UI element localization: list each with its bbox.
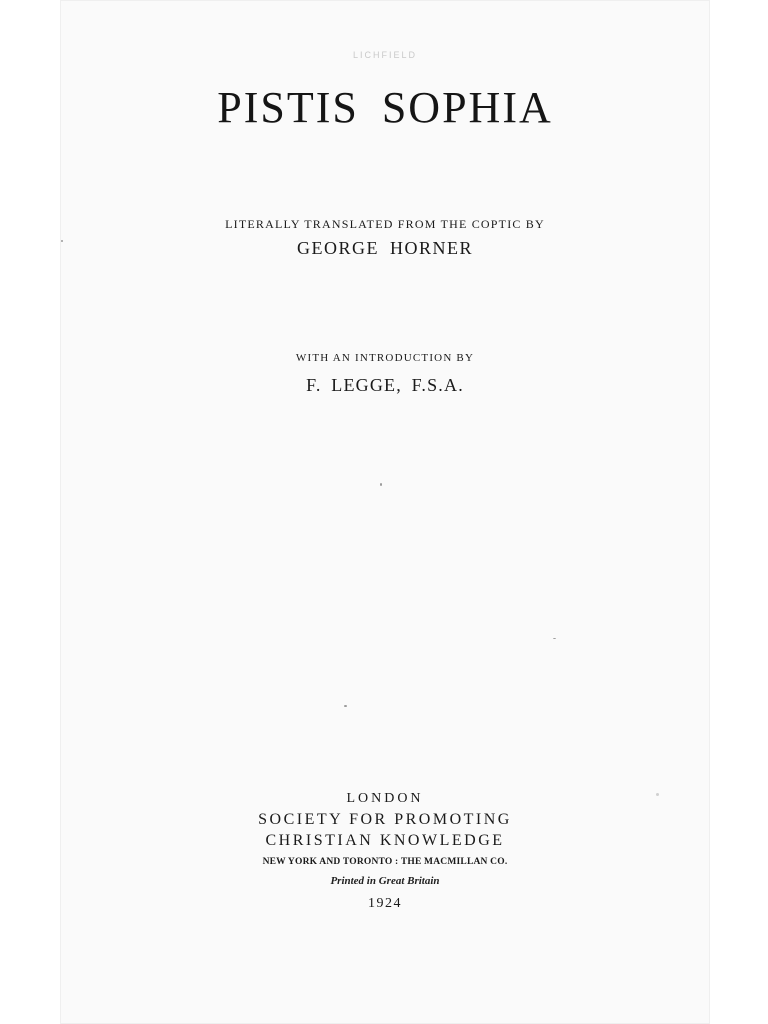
title-page [60, 0, 710, 1024]
book-title: PISTIS SOPHIA [217, 83, 553, 132]
library-stamp: LICHFIELD [352, 50, 417, 60]
paper-speck [344, 705, 347, 707]
imprint-place: LONDON [346, 791, 424, 806]
introduction-line: WITH AN INTRODUCTION BY [295, 352, 475, 364]
publisher-line-2: CHRISTIAN KNOWLEDGE [265, 832, 505, 849]
distributor-line: NEW YORK AND TORONTO : THE MACMILLAN CO. [262, 857, 508, 867]
paper-speck [380, 483, 382, 486]
introduction-author: F. LEGGE, F.S.A. [306, 375, 464, 395]
translation-line: LITERALLY TRANSLATED FROM THE COPTIC BY [225, 217, 545, 231]
paper-speck [61, 240, 63, 242]
translator-name: GEORGE HORNER [297, 238, 473, 258]
publisher-line-1: SOCIETY FOR PROMOTING [258, 811, 512, 828]
printed-in-line: Printed in Great Britain [330, 875, 440, 887]
paper-speck [553, 638, 556, 639]
paper-speck [656, 793, 659, 796]
publication-year: 1924 [368, 896, 402, 911]
